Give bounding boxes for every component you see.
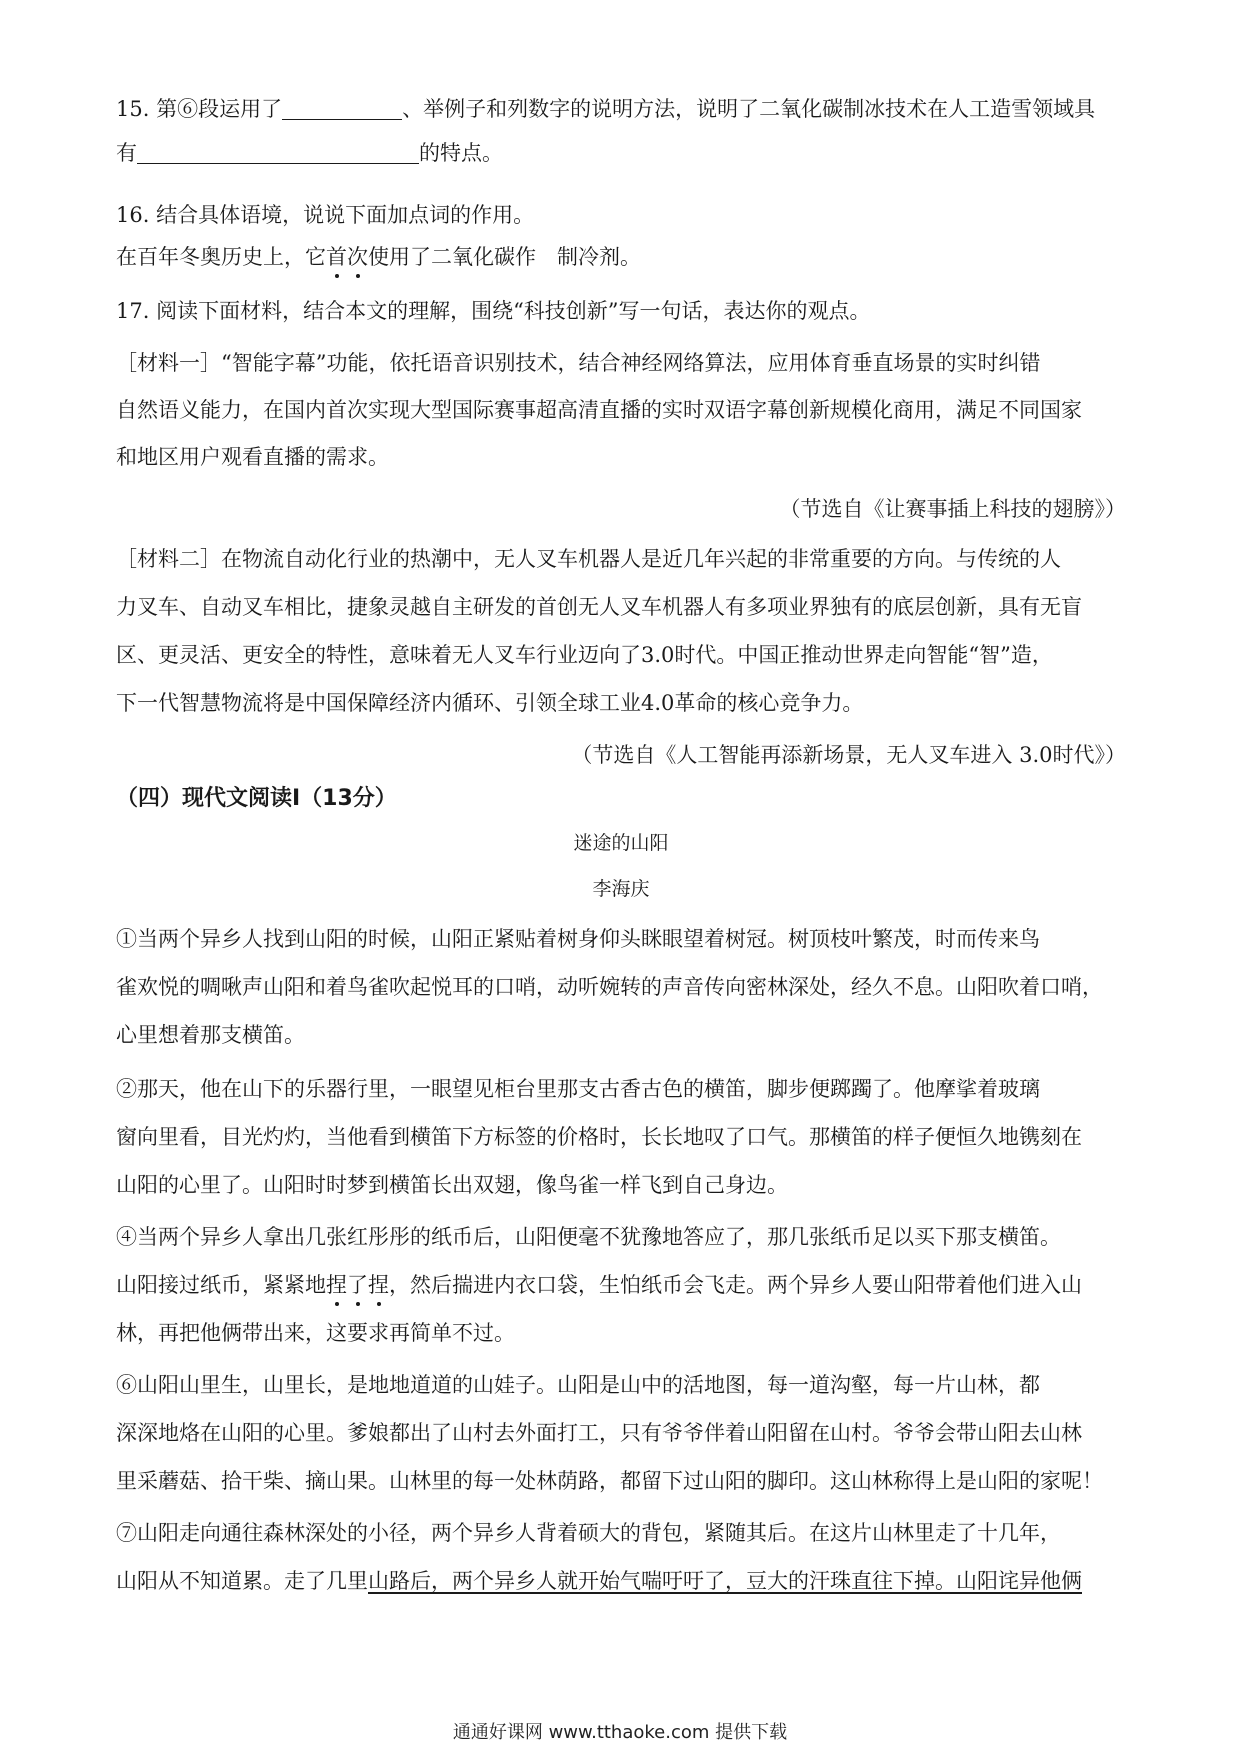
- paragraph-1-line-1: ①当两个异乡人找到山阳的时候，山阳正紧贴着树身仰头眯眼望着树冠。树顶枝叶繁茂，时而传来鸟: [116, 927, 1040, 951]
- material-2-line-3: 区、更灵活、更安全的特性，意味着无人叉车行业迈向了3.0时代。中国正推动世界走向智能“智”造，: [116, 643, 1053, 667]
- question-16-sentence: [116, 242, 1126, 272]
- question-15-text: 的特点。: [419, 141, 503, 165]
- paragraph-6-line-2: 深深地烙在山阳的心里。爹娘都出了山村去外面打工，只有爷爷伴着山阳留在山村。爷爷会带山阳去山林: [116, 1421, 1082, 1445]
- paragraph-7-line-1: ⑦山阳走向通往森林深处的小径，两个异乡人背着硕大的背包，紧随其后。在这片山林里走了十几年，: [116, 1521, 1061, 1545]
- paragraph-1-line-3: 心里想着那支横笛。: [116, 1023, 305, 1047]
- material-1-line-2: 自然语义能力，在国内首次实现大型国际赛事超高清直播的实时双语字幕创新规模化商用，满足不同国家: [116, 398, 1082, 422]
- material-1-line-3: 和地区用户观看直播的需求。: [116, 445, 389, 469]
- question-16-prompt: 16. 结合具体语境，说说下面加点词的作用。: [116, 203, 535, 227]
- material-2-line-2: 力叉车、自动叉车相比，捷象灵越自主研发的首创无人叉车机器人有多项业界独有的底层创新，具有无盲: [116, 595, 1082, 619]
- paragraph-6-line-3: 里采蘑菇、拾干柴、摘山果。山林里的每一处林荫路，都留下过山阳的脚印。这山林称得上是山阳的家呢！: [116, 1469, 1103, 1493]
- dotted-word: 次: [347, 242, 368, 272]
- paragraph-text: 山阳从不知道累。走了几里: [116, 1569, 368, 1593]
- dotted-word: 首: [326, 242, 347, 272]
- sentence-text: 使用了二氧化碳作 制冷剂。: [368, 245, 641, 269]
- material-2-source: （节选自《人工智能再添新场景，无人叉车进入 3.0时代》）: [571, 743, 1126, 767]
- paragraph-6-line-1: ⑥山阳山里生，山里长，是地地道道的山娃子。山阳是山中的活地图，每一道沟壑，每一片山林，都: [116, 1373, 1040, 1397]
- paragraph-4-line-1: ④当两个异乡人拿出几张红彤彤的纸币后，山阳便毫不犹豫地答应了，那几张纸币足以买下那支横笛。: [116, 1225, 1061, 1249]
- answer-blank: [137, 141, 419, 164]
- paragraph-2-line-1: ②那天，他在山下的乐器行里，一眼望见柜台里那支古香古色的横笛，脚步便踯躅了。他摩挲着玻璃: [116, 1077, 1040, 1101]
- dotted-word: 了: [347, 1270, 368, 1300]
- answer-blank: [282, 97, 402, 120]
- dotted-word: 捏: [326, 1270, 347, 1300]
- question-15-line-1: [116, 94, 1126, 124]
- material-2-line-1: ［材料二］在物流自动化行业的热潮中，无人叉车机器人是近几年兴起的非常重要的方向。与传统的人: [116, 547, 1061, 571]
- question-15-line-2: [116, 138, 1126, 168]
- article-author: 李海庆: [592, 878, 650, 900]
- paragraph-4-line-3: 林，再把他俩带出来，这要求再简单不过。: [116, 1321, 515, 1345]
- material-1-source: （节选自《让赛事插上科技的翅膀》）: [779, 497, 1126, 521]
- paragraph-4-line-2: [116, 1270, 1126, 1300]
- question-15-text: 15. 第⑥段运用了: [116, 97, 283, 121]
- material-2-line-4: 下一代智慧物流将是中国保障经济内循环、引领全球工业4.0革命的核心竞争力。: [116, 691, 864, 715]
- underlined-passage: 山路后，两个异乡人就开始气喘吁吁了，豆大的汗珠直往下掉。山阳诧异他俩: [368, 1569, 1082, 1593]
- paragraph-text: 山阳接过纸币，紧紧地: [116, 1273, 326, 1297]
- footer-source: 通通好课网 www.tthaoke.com 提供下载: [452, 1722, 788, 1743]
- paragraph-text: ，然后揣进内衣口袋，生怕纸币会飞走。两个异乡人要山阳带着他们进入山: [389, 1273, 1082, 1297]
- paragraph-1-line-2: 雀欢悦的啁啾声山阳和着鸟雀吹起悦耳的口哨，动听婉转的声音传向密林深处，经久不息。山阳吹着口哨，: [116, 975, 1103, 999]
- question-15-text: 有: [116, 141, 137, 165]
- material-1-line-1: ［材料一］“智能字幕”功能，依托语音识别技术，结合神经网络算法，应用体育垂直场景的实时纠错: [116, 351, 1041, 375]
- paragraph-7-line-2: [116, 1566, 1126, 1596]
- section-heading: （四）现代文阅读Ⅰ（13分）: [116, 786, 397, 811]
- question-15-text: 、举例子和列数字的说明方法，说明了二氧化碳制冰技术在人工造雪领域具: [402, 97, 1096, 121]
- question-17-prompt: 17. 阅读下面材料，结合本文的理解，围绕“科技创新”写一句话，表达你的观点。: [116, 299, 871, 323]
- article-title: 迷途的山阳: [573, 832, 669, 854]
- paragraph-2-line-2: 窗向里看，目光灼灼，当他看到横笛下方标签的价格时，长长地叹了口气。那横笛的样子便恒久地镌刻在: [116, 1125, 1082, 1149]
- sentence-text: 在百年冬奥历史上，它: [116, 245, 326, 269]
- paragraph-2-line-3: 山阳的心里了。山阳时时梦到横笛长出双翅，像鸟雀一样飞到自己身边。: [116, 1173, 788, 1197]
- dotted-word: 捏: [368, 1270, 389, 1300]
